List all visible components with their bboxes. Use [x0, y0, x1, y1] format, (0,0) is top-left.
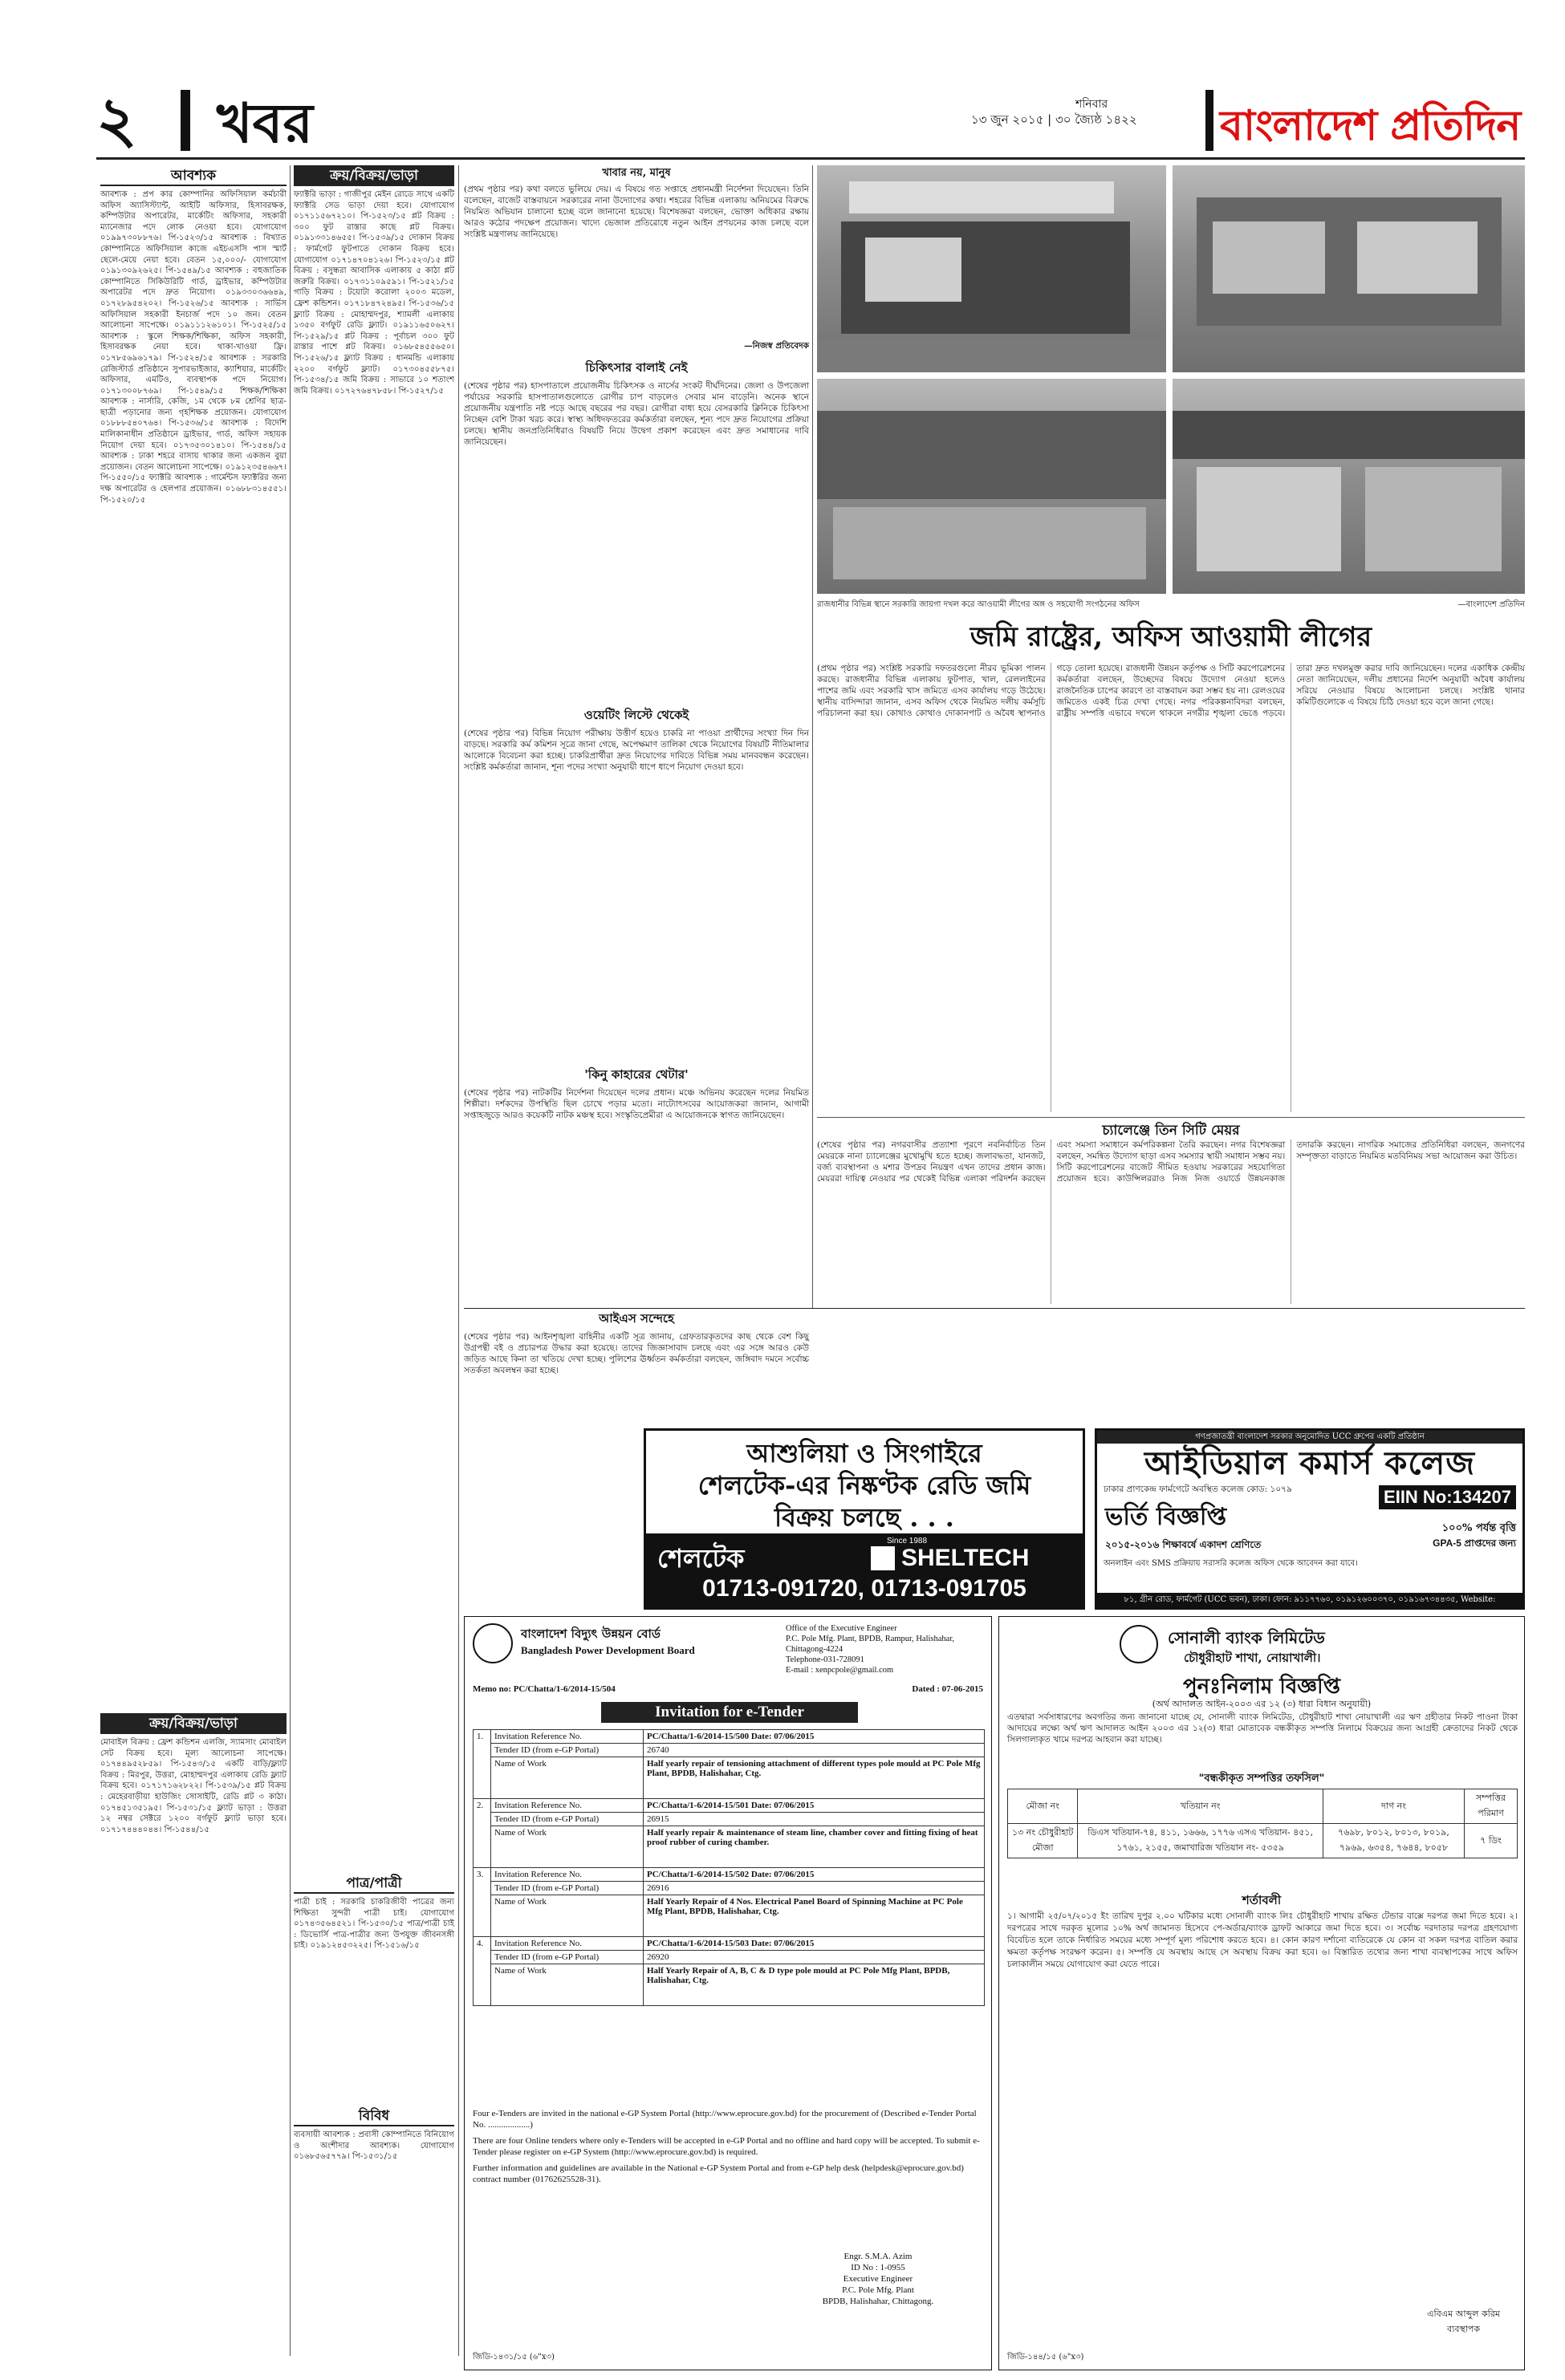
column-divider — [290, 165, 291, 2356]
classifieds-column-2 — [294, 165, 454, 2380]
ad-ideal-college — [1095, 1428, 1525, 1618]
story-kicker-theatre: 'কিনু কাহারের থেটার' — [584, 1067, 689, 1082]
classified-ads-block-4: পাত্রী চাই : সরকারি চাকরিজীবী পাত্রের জন্য শিক্ষিতা সুন্দরী পাত্রী চাই। যোগাযোগ ০১৭৪৩৫৬৪৫২১। পি-১৫৩০/১৫ পাত্র/পাত্রী চাই : ডিভোর্সি পাত্র-পাত্রীর জন্য উপযুক্ত জীবনসঙ্গী চাই। ০১৯১২৪৫৩২২৫। পি-১৫১৬/১৫ — [294, 1898, 454, 1951]
schedule-row — [1008, 1824, 1518, 1858]
city-story-kicker: চ্যালেঞ্জে তিন সিটি মেয়র — [1102, 1123, 1240, 1139]
story-body-health: (শেষের পৃষ্ঠার পর) হাসপাতালে প্রয়োজনীয় চিকিৎসক ও নার্সের সংকট দীর্ঘদিনের। জেলা ও উপজেলা পর্যায়ের সরকারি হাসপাতালগুলোতে রোগীর চাপ বাড়লেও সেবার মান বাড়েনি। অনেক স্থানে প্রয়োজনীয় যন্ত্রপাতি নষ্ট পড়ে আছে বছরের পর বছর। রোগীরা বাধ্য হয়ে বেসরকারি ক্লিনিকে চিকিৎসা নিচ্ছেন বেশি টাকা খরচ করে। স্বাস্থ্য অধিদফতরের কর্মকর্তারা বলছেন, শূন্য পদে দ্রুত নিয়োগের প্রক্রিয়া চলছে। স্থানীয় জনপ্রতিনিধিরাও বিষয়টি নিয়ে উদ্বেগ প্রকাশ করেছেন এবং দ্রুত সমাধানের দাবি জানিয়েছেন। — [464, 381, 809, 447]
bank-branch: চৌধুরীহাট শাখা, নোয়াখালী। — [1184, 1651, 1321, 1665]
tender-field-value: PC/Chatta/1-6/2014-15/503 Date: 07/06/2015 — [644, 1937, 985, 1951]
news-column-left-2 — [464, 1310, 809, 1448]
college-online: অনলাইন এবং SMS প্রক্রিয়ায় সরাসরি কলেজ অফিস থেকে আবেদন করা যাবে। — [1104, 1559, 1358, 1568]
photo-3 — [817, 379, 1166, 594]
college-session: ২০১৫-২০১৬ শিক্ষাবর্ষে একাদশ শ্রেণিতে — [1105, 1539, 1262, 1550]
column-divider — [812, 165, 813, 1309]
header-divider — [181, 90, 190, 151]
city-story-body: (শেষের পৃষ্ঠার পর) নগরবাসীর প্রত্যাশা পূরণে নবনির্বাচিত তিন মেয়রকে নানা চ্যালেঞ্জের মুখোমুখি হতে হচ্ছে। জলাবদ্ধতা, যানজট, বর্জ্য ব্যবস্থাপনা ও মশার উপদ্রব নিয়ন্ত্রণ এখন তাদের প্রধান কাজ। মেয়ররা দায়িত্ব নেওয়ার পর থেকেই বিভিন্ন এলাকা পরিদর্শন করছেন এবং সমস্যা সমাধানে কর্মপরিকল্পনা তৈরি করছেন। নগর বিশেষজ্ঞরা বলছেন, সমন্বিত উদ্যোগ ছাড়া এসব সমস্যার স্থায়ী সমাধান সম্ভব নয়। সিটি করপোরেশনের বাজেট সীমিত হওয়ায় সরকারের সহযোগিতা প্রয়োজন হবে। কাউন্সিলররাও নিজ নিজ ওয়ার্ডে উন্নয়নকাজ তদারকি করছেন। নাগরিক সমাজের প্রতিনিধিরা বলছেন, জনগণের সম্পৃক্ততা বাড়াতে নিয়মিত মতবিনিময় সভা আয়োজন করা উচিত। — [817, 1140, 1525, 1184]
tender-field-label: Name of Work — [491, 1964, 644, 2006]
page-number: ২ — [96, 83, 137, 156]
tender-note-2: There are four Online tenders where only e-Tenders will be accepted in e-GP Portal and no offline and hard copy will be accepted. To submit e-Tender please register on e-GP System (http://www.eprocure.gov.bd) is required. — [473, 2136, 980, 2157]
bank-name: সোনালী ব্যাংক লিমিটেড — [1168, 1628, 1325, 1647]
tender-field-label: Invitation Reference No. — [491, 1730, 644, 1744]
college-address: ৮১, গ্রীন রোড, ফার্মগেট (UCC ভবন), ঢাকা। ফোন: ৯১১৭৭৬০, ০১৯১২৬০০৩৭০, ০১৯১৬৭৩৪৪৩৫, Website: www.icc.edu.bd — [1097, 1593, 1522, 1607]
bpdb-office-block — [786, 1623, 986, 1675]
sheltech-phones: 01713-091720, 01713-091705 — [702, 1575, 1026, 1602]
tender-row — [474, 1951, 985, 1964]
story-kicker-is: আইএস সন্দেহে — [599, 1311, 674, 1326]
tender-field-label: Tender ID (from e-GP Portal) — [491, 1882, 644, 1895]
bpdb-phone: Telephone-031-728091 — [786, 1655, 864, 1664]
schedule-cell: ১৩ নং চৌধুরীহাট মৌজা — [1008, 1824, 1078, 1858]
tender-field-value: PC/Chatta/1-6/2014-15/501 Date: 07/06/2015 — [644, 1799, 985, 1813]
sheltech-logo-icon — [871, 1546, 895, 1570]
tender-field-label: Name of Work — [491, 1895, 644, 1937]
sign-line: P.C. Pole Mfg. Plant — [842, 2285, 914, 2295]
sheltech-line-2: শেলটেক-এর নিষ্কণ্টক রেডি জমি — [697, 1470, 1031, 1501]
ads-divider — [464, 1308, 1525, 1309]
bank-signature — [1427, 2307, 1500, 2337]
sheltech-brand-bn: শেলটেক — [657, 1543, 745, 1574]
photo-credit: —বাংলাদেশ প্রতিদিন — [1457, 600, 1525, 609]
college-eiin: EIIN No:134207 — [1379, 1485, 1516, 1509]
tender-notes — [473, 2108, 985, 2185]
college-sub: ঢাকার প্রাণকেন্দ্র ফার্মগেটে অবস্থিত কলেজ কোড: ১০৭৯ — [1104, 1484, 1292, 1494]
tender-row-number: 3. — [474, 1868, 491, 1937]
photo-1 — [817, 165, 1166, 372]
story-kicker-food: খাবার নয়, মানুষ — [602, 167, 671, 179]
schedule-cell: ৭৬৯৮, ৮০১২, ৮০১৩, ৮০১৯, ৭৯৬৯, ৬৩৫৪, ৭৬৪৪, ৮০৫৮ — [1323, 1824, 1464, 1858]
auction-intro: এতদ্বারা সর্বসাধারণের অবগতির জন্য জানানো যাচ্ছে যে, সোনালী ব্যাংক লিমিটেড, চৌধুরীহাট শাখা নোয়াখালী এর ঋণ গ্রহীতার নিকট পাওনা টাকা আদায়ের লক্ষ্যে অর্থ ঋণ আদালত আইন ২০০৩ এর ১২(৩) ধারা মোতাবেক বন্ধকীকৃত সম্পত্তি নিলামে বিক্রয়ের জন্য আগ্রহী ক্রেতাদের নিকট থেকে সিলগালাকৃত খামে দরপত্র আহবান করা যাচ্ছে। — [1007, 1712, 1518, 1744]
tender-field-value: Half Yearly Repair of 4 Nos. Electrical Panel Board of Spinning Machine at PC Pole Mfg Plant, BPDB, Halishahar, Ctg. — [644, 1895, 985, 1937]
tender-field-value: 26915 — [644, 1813, 985, 1826]
story-body-waiting: (শেষের পৃষ্ঠার পর) বিভিন্ন নিয়োগ পরীক্ষায় উত্তীর্ণ হয়েও চাকরি না পাওয়া প্রার্থীদের সংখ্যা দিন দিন বাড়ছে। সরকারি কর্ম কমিশন সূত্রে জানা গেছে, অপেক্ষমাণ তালিকা থেকে নিয়োগের বিষয়টি নীতিমালার আলোকে বিবেচনা করা হচ্ছে। চাকরিপ্রার্থীরা দ্রুত নিয়োগের দাবিতে বিভিন্ন সময় মানববন্ধন করেছেন। সংশ্লিষ্ট কর্মকর্তারা জানান, শূন্য পদের সংখ্যা অনুযায়ী ধাপে ধাপে নিয়োগ দেওয়া হবে। — [464, 729, 809, 772]
sign-line: BPDB, Halishahar, Chittagong. — [822, 2297, 934, 2306]
tender-field-value: 26740 — [644, 1744, 985, 1757]
bank-code: জিডি-১৪৪/১৫ (৬"x৩) — [1007, 2353, 1084, 2362]
news-column-left — [464, 165, 809, 1305]
story-body-is: (শেষের পৃষ্ঠার পর) আইনশৃঙ্খলা বাহিনীর একটি সূত্র জানায়, গ্রেফতারকৃতদের কাছ থেকে বেশ কিছু উগ্রপন্থী বই ও প্রচারপত্র উদ্ধার করা হয়েছে। তাদের জিজ্ঞাসাবাদ চলছে এবং এর সঙ্গে আরও কেউ জড়িত আছে কিনা তা খতিয়ে দেখা হচ্ছে। পুলিশের ঊর্ধ্বতন কর্মকর্তারা বলছেন, জঙ্গিবাদ দমনে সর্বোচ্চ সতর্কতা অবলম্বন করা হচ্ছে। — [464, 1332, 809, 1375]
photo-caption: রাজধানীর বিভিন্ন স্থানে সরকারি জায়গা দখল করে আওয়ামী লীগের অঙ্গ ও সহযোগী সংগঠনের অফিস — [817, 600, 1140, 609]
bpdb-address: P.C. Pole Mfg. Plant, BPDB, Rampur, Halishahar, Chittagong-4224 — [786, 1635, 955, 1654]
sign-line: ব্যবস্থাপক — [1447, 2324, 1481, 2334]
brand-divider — [1205, 90, 1213, 151]
tender-code: জিডি-১৪৩১/১৫ (৬"x৩) — [473, 2353, 555, 2362]
header-rule — [96, 157, 1525, 160]
section-header-bride-groom: পাত্র/পাত্রী — [294, 1873, 454, 1894]
bank-logo-icon — [1120, 1625, 1158, 1663]
schedule-header: সম্পত্তির পরিমাণ — [1465, 1789, 1518, 1824]
photo-4 — [1173, 379, 1525, 594]
photo-2 — [1173, 165, 1525, 372]
story-divider — [817, 1117, 1525, 1118]
tender-row — [474, 1744, 985, 1757]
college-gpa: GPA-5 প্রাপ্তদের জন্য — [1433, 1537, 1516, 1549]
page-header — [0, 0, 1565, 156]
sheltech-footer — [646, 1533, 1083, 1607]
auction-title: পুনঃনিলাম বিজ্ঞপ্তি — [1183, 1675, 1340, 1699]
college-top: গণপ্রজাতন্ত্রী বাংলাদেশ সরকার অনুমোদিত UCC গ্রুপের একটি প্রতিষ্ঠান — [1097, 1431, 1522, 1444]
classified-ads-block-3: ফ্যাক্টরি ভাড়া : গাজীপুর মেইন রোডে সাথে একটি ফ্যাক্টরি সেড ভাড়া দেয়া হবে। যোগাযোগ ০১৭১১৫৬৭২১০। পি-১৫২৩/১৫ প্লট বিক্রয় : ৩০০ ফুট রাস্তার কাছে প্লট বিক্রয়। ০১৯১৩৩১৪৬৫৫। পি-১৫৩৯/১৫ দোকান বিক্রয় : ফার্মগেট ফুটপাতে দোকান বিক্রয় হবে। যোগাযোগ ০১৭১৪৭০৪১২৬। পি-১৫২৩/১৫ প্লট বিক্রয় : বসুন্ধরা আবাসিক এলাকায় ৫ কাঠা প্লট জরুরি বিক্রয়। ০১৭৩১১০৯৫৯১। পি-১৫২১/১৫ গাড়ি বিক্রয় : টয়োটা করোলা ২০০৩ মডেল, ফ্রেশ কন্ডিশন। ০১৭১৮৪৭২৪৯৫। পি-১৫৩৬/১৫ ফ্ল্যাট বিক্রয় : মোহাম্মদপুর, শ্যামলী এলাকায় ১৩৫০ বর্গফুট রেডি ফ্ল্যাট। ০১৯১১৬৫০৬২৭। পি-১৫২৯/১৫ প্লট বিক্রয় : পূর্বাচল ৩০০ ফুট রাস্তার পাশে প্লট বিক্রয়। ০১৬৮৫৪৫৫৬৫০। পি-১৫২৬/১৫ ফ্ল্যাট বিক্রয় : ধানমন্ডি এলাকায় ২২০০ বর্গফুট ফ্ল্যাট। ০১৭৩০৪৫৫৮৭৫। পি-১৫৩৪/১৫ জমি বিক্রয় : সাভারে ১০ শতাংশ জমি বিক্রয়। ০১৭২৭৬৪৭৮৫৮। পি-১৫২৭/১৫ — [294, 190, 454, 396]
tender-row-number: 4. — [474, 1937, 491, 2006]
bpdb-memo: Memo no: PC/Chatta/1-6/2014-15/504 — [473, 1684, 616, 1694]
tender-title: Invitation for e-Tender — [601, 1702, 858, 1723]
tender-field-label: Invitation Reference No. — [491, 1799, 644, 1813]
tender-row-number: 1. — [474, 1730, 491, 1799]
schedule-header: খতিয়ান নং — [1078, 1789, 1323, 1824]
tender-row-number: 2. — [474, 1799, 491, 1868]
sheltech-brand-en: SHELTECH — [901, 1545, 1030, 1571]
ad-sheltech — [644, 1428, 1085, 1610]
sign-line: Engr. S.M.A. Azim — [843, 2252, 913, 2261]
tender-field-value: Half yearly repair of tensioning attachment of different types pole mould at PC Pole Mfg Plant, BPDB, Halishahar, Ctg. — [644, 1757, 985, 1799]
tender-note-1: Four e-Tenders are invited in the national e-GP System Portal (http://www.eprocure.gov.bd) for the procurement of (Described e-Tender Portal No. ...................) — [473, 2109, 977, 2130]
story-body-theatre: (শেষের পৃষ্ঠার পর) নাটকটির নির্দেশনা দিয়েছেন দলের প্রধান। মঞ্চে অভিনয় করেছেন দলের নিয়মিত শিল্পীরা। দর্শকদের উপস্থিতি ছিল চোখে পড়ার মতো। নাট্যোৎসবের আয়োজকরা জানান, আগামী সপ্তাহজুড়ে আরও কয়েকটি নাটক মঞ্চস্থ হবে। সংস্কৃতিপ্রেমীরা এ আয়োজনকে স্বাগত জানিয়েছেন। — [464, 1088, 809, 1120]
classifieds-column-1 — [100, 165, 287, 2380]
sign-line: এবিএম আব্দুল করিম — [1427, 2309, 1500, 2319]
tender-field-label: Tender ID (from e-GP Portal) — [491, 1744, 644, 1757]
tender-field-value: 26916 — [644, 1882, 985, 1895]
tender-row — [474, 1895, 985, 1937]
bpdb-email: E-mail : xenpcpole@gmail.com — [786, 1666, 894, 1675]
tender-field-value: Half yearly repair & maintenance of steam line, chamber cover and fitting fixing of heat proof rubber of curing chamber. — [644, 1826, 985, 1868]
bpdb-logo-icon — [473, 1623, 513, 1663]
auction-subtitle: (অর্থ আদালত আইন-২০০৩ এর ১২ (৩) ধারা বিধান অনুযায়ী) — [1152, 1699, 1372, 1709]
story-body-food: (প্রথম পৃষ্ঠার পর) কথা বলতে ভুলিয়ে দেয়। এ বিষয়ে গত সপ্তাহে প্রধানমন্ত্রী নির্দেশনা দিয়েছেন। তিনি বলেছেন, বাজেট বাস্তবায়নে সরকারের নানা উদ্যোগের কথা। শহরের বিভিন্ন এলাকায় অনিয়মের বিরুদ্ধে নিয়মিত অভিযান চালানো হচ্ছে বলে জানানো হয়েছে। বিশেষজ্ঞরা বলছেন, ভোক্তা অধিকার রক্ষায় আরও কঠোর পদক্ষেপ প্রয়োজন। খাদ্যে ভেজাল প্রতিরোধে নতুন আইন প্রণয়নের কাজ চলছে বলে সংশ্লিষ্ট মন্ত্রণালয় জানিয়েছে। — [464, 185, 809, 239]
schedule-table-wrap — [1007, 1789, 1518, 1858]
tender-row — [474, 1730, 985, 1744]
schedule-cell: ৭ ডিং — [1465, 1824, 1518, 1858]
tender-field-value: PC/Chatta/1-6/2014-15/500 Date: 07/06/2015 — [644, 1730, 985, 1744]
classified-ads-block: আবশ্যক : প্রপ কার কোম্পানির অফিসিয়াল কর্মচারী অফিস অ্যাসিস্ট্যান্ট, আইটি অফিসার, হিসাবরক্ষক, কম্পিউটার অপারেটর, মার্কেটিং অফিসার, সহকারী ম্যানেজার পদে লোক নেওয়া হবে। যোগাযোগ ০১৯৯৭৩০৮৮৭৬। পি-১৫২৩/১৫ আবশ্যক : বিখ্যাত কোম্পানিতে অফিসিয়াল কাজে এইচএসসি পাস স্মার্ট ছেলে-মেয়ে নেয়া হবে। বেতন ১৫,০০০/- যোগাযোগ ০১৯১৩০৯২৬২৫। পি-১৫৪৯/১৫ আবশ্যক : বহুজাতিক কোম্পানিতে সিকিউরিটি গার্ড, ড্রাইভার, কম্পিউটার অপারেটর পদে দ্রুত নিয়োগ। ০১৯৩৩০৩৬৬৪৯, ০১৭২৮৯৫৪২০২। পি-১৫২৬/১৫ আবশ্যক : সার্ভিস অফিসিয়াল সহকারী ইনচার্জ পদে ১০ জন। বেতন আলোচনা সাপেক্ষে। ০১৯১১১২৬১০১। পি-১৫২৫/১৫ আবশ্যক : স্কুলে শিক্ষক/শিক্ষিকা, অফিস সহকারী, হিসাবরক্ষক নেয়া হবে। থাকা-খাওয়া ফ্রি। ০১৭৮৫৬৯৬১৭৯। পি-১৫২৪/১৫ আবশ্যক : সরকারি রেজিস্টার্ড প্রতিষ্ঠানে সুপারভাইজার, ক্যাশিয়ার, মার্কেটিং অফিসার, এমটিও, ব্যবস্থাপক পদে নিয়োগ। ০১৭১৩০০৮৭৬৯। পি-১৫৪৯/১৫ শিক্ষক/শিক্ষিকা আবশ্যক : নার্সারি, কেজি, ১ম থেকে ৮ম শ্রেণির ছাত্র-ছাত্রী পড়ানোর জন্য গৃহশিক্ষক প্রয়োজন। যোগাযোগ ০১৮৮৮৫৪০৭৬৪। পি-১৫৩৬/১৫ আবশ্যক : বিদেশি মালিকানাধীন প্রতিষ্ঠানে ড্রাইভার, গার্ড, অফিস সহায়ক নিয়োগ দেয়া হবে। ০১৭৩৫৩০১৪১০। পি-১৫৪৪/১৫ আবশ্যক : ঢাকা শহরে বাসায় থাকার জন্য একজন বুয়া প্রয়োজন। বেতন আলোচনা সাপেক্ষে। ০১৯১২৩৫৪৬৬৭। পি-১৫৫০/১৫ ফ্যাক্টরি আবশ্যক : গার্মেন্টস ফ্যাক্টরির জন্য দক্ষ অপারেটর ও হেলপার প্রয়োজন। ০১৬৮৮৩১৪৫৫১। পি-১৫২০/১৫ — [100, 190, 287, 505]
newspaper-brand: বাংলাদেশ প্রতিদিন — [1220, 101, 1521, 150]
bpdb-name-en: Bangladesh Power Development Board — [521, 1644, 695, 1656]
college-admission: ভর্তি বিজ্ঞপ্তি — [1105, 1503, 1227, 1531]
schedule-table — [1007, 1789, 1518, 1858]
bpdb-name-bn: বাংলাদেশ বিদ্যুৎ উন্নয়ন বোর্ড — [521, 1627, 661, 1641]
tender-note-3: Further information and guidelines are available in the National e-GP System Portal and from e-GP help desk (helpdesk@eprocure.gov.bd) contract number (01762625528-31). — [473, 2163, 964, 2184]
tender-signature — [778, 2251, 978, 2307]
tender-table — [473, 1729, 985, 2006]
schedule-title: "বন্ধকীকৃত সম্পত্তির তফসিল" — [1198, 1773, 1325, 1785]
section-header-buy-sell-2: ক্রয়/বিক্রয়/ভাড়া — [100, 1713, 287, 1734]
story-kicker-waiting: ওয়েটিং লিস্টে থেকেই — [583, 708, 689, 722]
terms-body: ১। আগামী ২৫/০৭/২০১৫ ইং তারিখ দুপুর ২.০০ ঘটিকার মধ্যে সোনালী ব্যাংক লিঃ চৌধুরীহাট শাখায় রক্ষিত টেন্ডার বাক্সে দরপত্র জমা দিতে হবে। ২। দরপত্রের সাথে দরকৃত মূল্যের ১০% অর্থ জামানত হিসেবে পে-অর্ডার/ব্যাংক ড্রাফট আকারে জমা দিতে হবে। ৩। সর্বোচ্চ দরদাতার দরপত্র গ্রহণযোগ্য বিবেচিত হলে তাকে নির্ধারিত সময়ের মধ্যে সম্পূর্ণ মূল্য পরিশোধ করতে হবে। ৪। কোন কারণ দর্শানো ব্যতিরেকে যে কোন বা সকল দরপত্র বাতিল করার ক্ষমতা কর্তৃপক্ষ সংরক্ষণ করেন। ৫। সম্পত্তি যে অবস্থায় আছে সে অবস্থায় বিক্রয় করা হবে। ৬। বিস্তারিত তথ্যের জন্য শাখা ব্যবস্থাপকের সাথে অফিস চলাকালীন সময়ে যোগাযোগ করা যেতে পারে। — [1007, 1911, 1518, 1969]
tender-row — [474, 1799, 985, 1813]
tender-field-label: Invitation Reference No. — [491, 1937, 644, 1951]
tender-field-label: Invitation Reference No. — [491, 1868, 644, 1882]
tender-field-label: Name of Work — [491, 1757, 644, 1799]
tender-row — [474, 1882, 985, 1895]
schedule-header: দাগ নং — [1323, 1789, 1464, 1824]
tender-field-value: PC/Chatta/1-6/2014-15/502 Date: 07/06/2015 — [644, 1868, 985, 1882]
classified-ads-block-2: মোবাইল বিক্রয় : ফ্রেশ কন্ডিশন এলজি, স্যামসাং মোবাইল সেট বিক্রয় হবে। মূল্য আলোচনা সাপেক্ষে। ০১৭৪৪৯৫২৮৫৯। পি-১৫৪৩/১৫ একটি বাড়ি/ফ্ল্যাট বিক্রয় : মিরপুর, উত্তরা, মোহাম্মদপুর এলাকায় রেডি ফ্ল্যাট বিক্রয় হবে। ০১৭১৭১৬২৮২২। পি-১৫৩৯/১৫ প্লট বিক্রয় : মেহেরবাড়ীয়া হাউজিং সোসাইটি, রেডি প্লট ৩ কাঠা। ০১৭৪৫১৩৫১৯৫। পি-১৫৩১/১৫ ফ্ল্যাট ভাড়া : উত্তরা ১২ নম্বর সেক্টরে ১২০০ বর্গফুট ফ্ল্যাট ভাড়া হবে। ০১৭১৭৪৪৪০৪৪। পি-১৫৪৪/১৫ — [100, 1738, 287, 1834]
tender-row — [474, 1964, 985, 2006]
bpdb-dated: Dated : 07-06-2015 — [912, 1684, 983, 1694]
schedule-header: মৌজা নং — [1008, 1789, 1078, 1824]
sheltech-line-1: আশুলিয়া ও সিংগাইরে — [746, 1438, 982, 1468]
header-day: শনিবার — [1075, 98, 1108, 111]
tender-row — [474, 1937, 985, 1951]
tender-table-wrap — [473, 1729, 985, 2006]
ad-sonali-bank — [998, 1616, 1525, 2370]
tender-field-label: Name of Work — [491, 1826, 644, 1868]
college-name: আইডিয়াল কমার্স কলেজ — [1144, 1444, 1476, 1482]
tender-row — [474, 1826, 985, 1868]
sign-line: Executive Engineer — [843, 2274, 913, 2284]
tender-row — [474, 1813, 985, 1826]
classified-ads-block-5: ব্যবসায়ী আবশ্যক : প্রবাসী কোম্পানিতে বিনিয়োগ ও অংশীদার আবশ্যক। যোগাযোগ ০১৬৮৫৬৫৭৭৯। পি-১৫৩১/১৫ — [294, 2130, 454, 2162]
tender-field-value: Half Yearly Repair of A, B, C & D type pole mould at PC Pole Mfg Plant, BPDB, Halishahar, Ctg. — [644, 1964, 985, 2006]
section-name: খবর — [217, 91, 313, 156]
main-story-body: (প্রথম পৃষ্ঠার পর) সংশ্লিষ্ট সরকারি দফতরগুলো নীরব ভূমিকা পালন করছে। রাজধানীর বিভিন্ন এলাকায় ফুটপাত, খাল, রেললাইনের পাশের জমি এবং সরকারি খাস জমিতে এসব কার্যালয় গড়ে উঠেছে। স্থানীয় বাসিন্দারা জানান, এসব অফিস থেকে নিয়মিত দলীয় কর্মসূচি পরিচালনা করা হয়। কোথাও কোথাও দোকানপাট ও অবৈধ স্থাপনাও গড়ে তোলা হয়েছে। রাজধানী উন্নয়ন কর্তৃপক্ষ ও সিটি করপোরেশনের কর্মকর্তারা বলছেন, উচ্ছেদের বিষয়ে উদ্যোগ নেওয়া হলেও রাজনৈতিক চাপের কারণে তা বাস্তবায়ন করা সম্ভব হয় না। রেলওয়ের জমিতেও একই চিত্র দেখা গেছে। নগর পরিকল্পনাবিদরা বলছেন, রাষ্ট্রীয় সম্পত্তি এভাবে দখলে থাকলে নগরীর শৃঙ্খলা ভেঙে পড়বে। তারা দ্রুত দখলমুক্ত করার দাবি জানিয়েছেন। দলের একাধিক কেন্দ্রীয় নেতা জানিয়েছেন, দলীয় প্রধানের নির্দেশ অনুযায়ী অবৈধ কার্যালয় সরিয়ে নেওয়ার বিষয়ে আলোচনা চলছে। সংশ্লিষ্ট থানার কমিটিগুলোকে এ বিষয়ে চিঠি দেওয়া হবে বলে জানা গেছে। — [817, 664, 1525, 718]
header-date: ১৩ জুন ২০১৫ | ৩০ জ্যৈষ্ঠ ১৪২২ — [971, 112, 1137, 127]
ad-bpdb-tender — [464, 1616, 992, 2370]
schedule-cell: ডিএস খতিয়ান-৭৪, ৪১১, ১৬৬৬, ১৭৭৬ এসএ খতিয়ান- ৪৫১, ১৭৬১, ২১৫৫, জমাখারিজ খতিয়ান নং- ৫৩৫৯ — [1078, 1824, 1323, 1858]
terms-title: শর্তাবলী — [1242, 1893, 1282, 1907]
section-header-misc: বিবিধ — [294, 2106, 454, 2126]
story-byline: —নিজস্ব প্রতিবেদক — [744, 341, 809, 351]
sheltech-line-3: বিক্রয় চলছে . . . — [774, 1502, 954, 1533]
tender-field-label: Tender ID (from e-GP Portal) — [491, 1951, 644, 1964]
tender-field-value: 26920 — [644, 1951, 985, 1964]
sign-line: ID No : 1-0955 — [851, 2263, 905, 2272]
tender-row — [474, 1868, 985, 1882]
photo-collage — [817, 165, 1525, 615]
tender-row — [474, 1757, 985, 1799]
bpdb-office: Office of the Executive Engineer — [786, 1624, 897, 1633]
main-headline: জমি রাষ্ট্রের, অফিস আওয়ামী লীগের — [969, 621, 1372, 653]
section-header-essential: আবশ্যক — [100, 165, 287, 186]
section-header-buy-sell: ক্রয়/বিক্রয়/ভাড়া — [294, 165, 454, 186]
tender-field-label: Tender ID (from e-GP Portal) — [491, 1813, 644, 1826]
college-scholarship: ১০০% পর্যন্ত বৃত্তি — [1441, 1522, 1516, 1534]
sheltech-since: Since 1988 — [887, 1537, 928, 1545]
story-kicker-health: চিকিৎসার বালাই নেই — [585, 360, 688, 375]
column-divider — [458, 165, 459, 2356]
